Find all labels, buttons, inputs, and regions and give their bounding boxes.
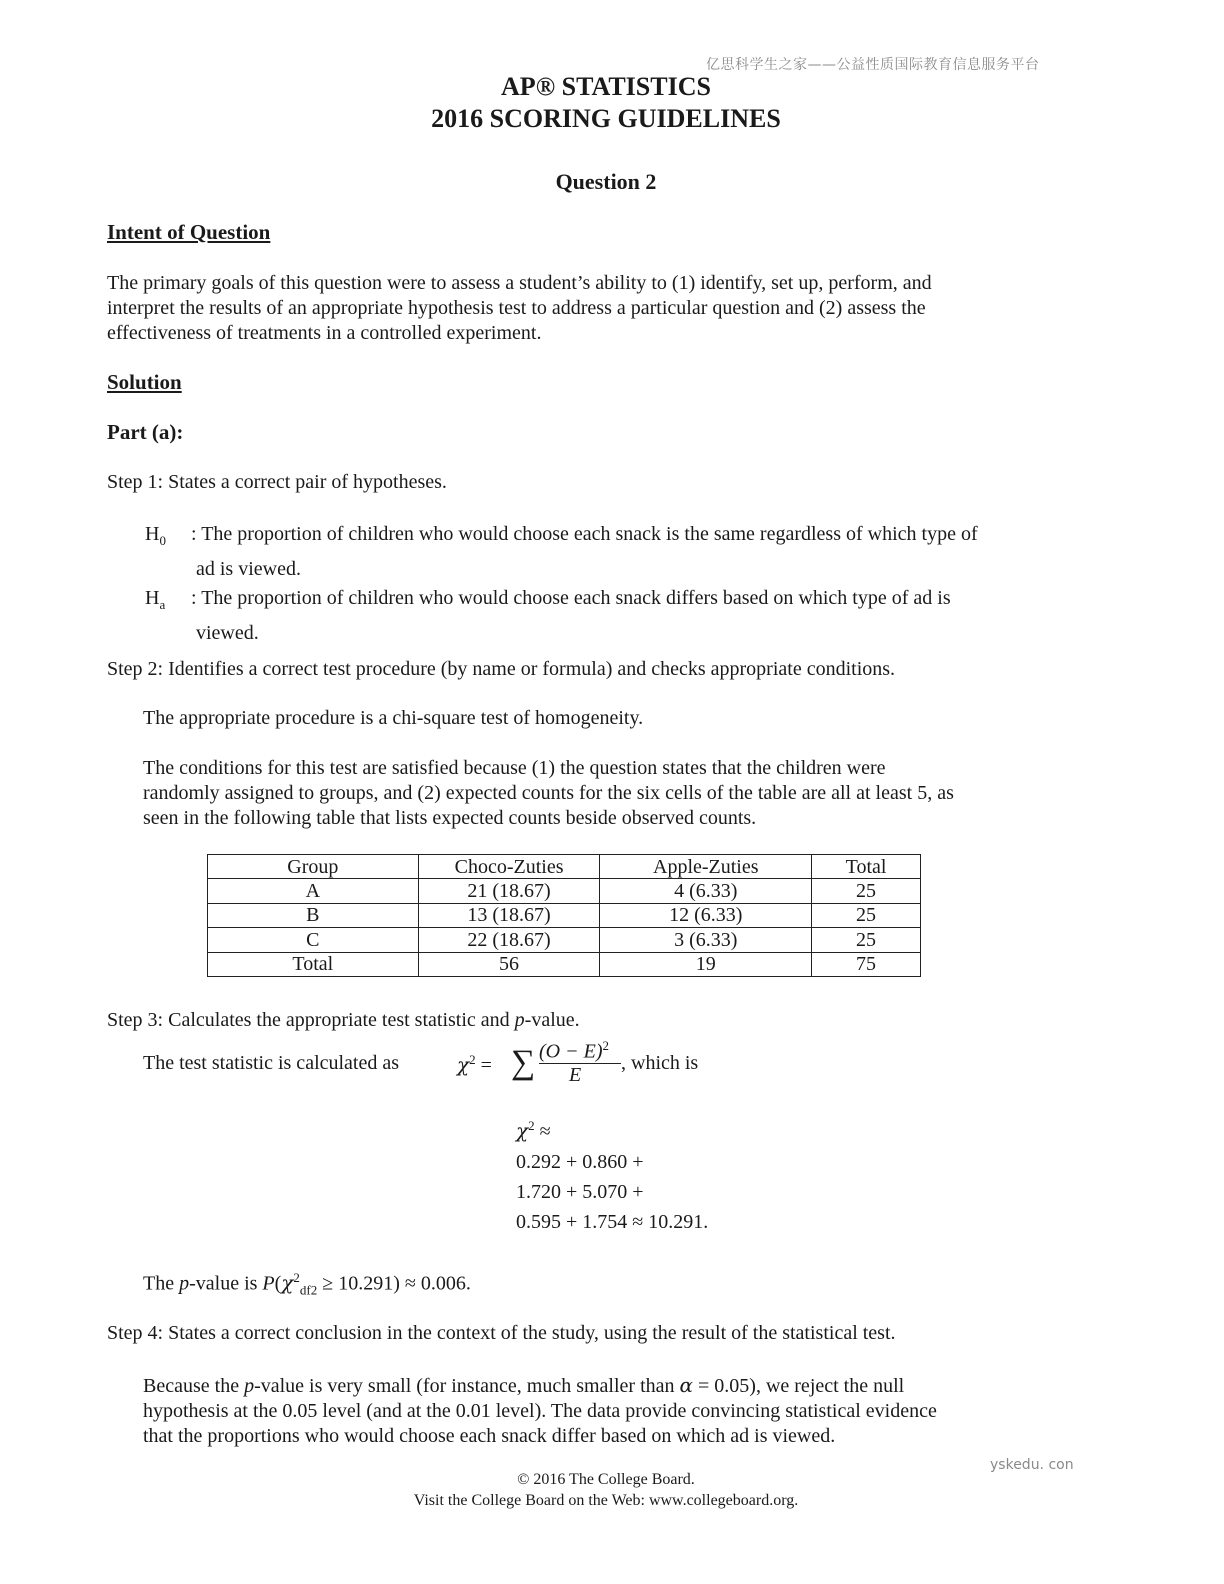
formula-chi-square: $\chi^2$ =: [457, 1052, 492, 1077]
conditions-line: randomly assigned to groups, and (2) expected counts for the six cells of the table are all at least 5, as: [143, 782, 954, 804]
table-cell: 13 (18.67): [418, 903, 600, 927]
footer-copyright: © 2016 The College Board.: [517, 1471, 695, 1488]
part-a-heading: Part (a):: [107, 420, 184, 444]
table-header-cell: Choco-Zuties: [418, 855, 600, 879]
table-cell: 25: [812, 903, 921, 927]
step4-text: Step 4: States a correct conclusion in the context of the study, using the result of the statistical test.: [107, 1322, 896, 1344]
intent-paragraph: [107, 271, 932, 346]
intent-line: The primary goals of this question were to assess a student’s ability to (1) identify, set up, perform, and: [107, 272, 932, 294]
calc-line: 0.595 + 1.754 ≈ 10.291.: [516, 1211, 709, 1233]
watermark-top: 亿思科学生之家——公益性质国际教育信息服务平台: [706, 57, 1040, 73]
step3-text: Step 3: Calculates the appropriate test statistic and p-value.: [107, 1009, 580, 1031]
calc-line: 0.292 + 0.860 +: [516, 1151, 644, 1173]
table-row: [208, 879, 921, 903]
doc-title-line1: AP® STATISTICS: [501, 72, 711, 101]
table-cell: 56: [418, 952, 600, 976]
table-total-row: [208, 952, 921, 976]
solution-heading: Solution: [107, 370, 182, 394]
formula-numerator: $(O - E)^2$: [539, 1038, 609, 1063]
conclusion-paragraph: [143, 1373, 937, 1449]
summation-symbol: ∑: [511, 1044, 536, 1081]
table-cell: A: [208, 879, 419, 903]
table-cell: B: [208, 903, 419, 927]
conditions-line: The conditions for this test are satisfied because (1) the question states that the children were: [143, 757, 886, 779]
table-cell: 12 (6.33): [600, 903, 812, 927]
intent-line: interpret the results of an appropriate hypothesis test to address a particular question and (2) assess the: [107, 297, 926, 319]
formula-tail-text: , which is: [621, 1052, 699, 1074]
table-row: [208, 903, 921, 927]
table-cell: 22 (18.67): [418, 928, 600, 952]
table-cell: 21 (18.67): [418, 879, 600, 903]
null-hypothesis: $H_0$ : The proportion of children who would choose each snack is the same regardless of which type of: [145, 520, 1105, 555]
formula-denominator: E: [569, 1064, 582, 1086]
question-title: Question 2: [555, 169, 657, 194]
table-header-row: [208, 855, 921, 879]
procedure-text: The appropriate procedure is a chi-square test of homogeneity.: [143, 707, 644, 729]
table-row: [208, 928, 921, 952]
table-cell: Total: [208, 952, 419, 976]
conclusion-line: that the proportions who would choose each snack differ based on which ad is viewed.: [143, 1425, 836, 1447]
step2-text: Step 2: Identifies a correct test procedure (by name or formula) and checks appropriate conditions.: [107, 658, 896, 680]
table-header-cell: Group: [208, 855, 419, 879]
null-hypothesis-continued: ad is viewed.: [196, 558, 301, 580]
null-hypothesis-symbol: $H_0$: [145, 523, 166, 548]
doc-title-line2: 2016 SCORING GUIDELINES: [431, 104, 781, 133]
conditions-line: seen in the following table that lists expected counts beside observed counts.: [143, 807, 757, 829]
alt-hypothesis: $H_a$ : The proportion of children who would choose each snack differs based on which type of ad is: [145, 584, 1105, 619]
formula-lead-text: The test statistic is calculated as: [143, 1052, 400, 1074]
counts-table: [207, 854, 921, 977]
conclusion-line: hypothesis at the 0.05 level (and at the 0.01 level). The data provide convincing statistical evidence: [143, 1400, 937, 1422]
calc-chi-square-label: $\chi^2$ ≈: [516, 1118, 551, 1143]
table-cell: 4 (6.33): [600, 879, 812, 903]
intent-heading: Intent of Question: [107, 220, 271, 244]
alt-hypothesis-continued: viewed.: [196, 622, 259, 644]
conditions-paragraph: [143, 756, 954, 831]
watermark-bottom: yskedu. con: [990, 1457, 1074, 1473]
step1-text: Step 1: States a correct pair of hypotheses.: [107, 471, 447, 493]
table-cell: 3 (6.33): [600, 928, 812, 952]
table-header-cell: Total: [812, 855, 921, 879]
p-value-statement: The p-value is $P(\chi^2_{df2} \ge 10.291) \approx 0.006$.: [143, 1270, 471, 1298]
alt-hypothesis-symbol: $H_a$: [145, 587, 166, 612]
test-statistic-formula: [143, 1038, 843, 1098]
hypotheses: [145, 520, 1105, 648]
table-cell: 75: [812, 952, 921, 976]
table-cell: 19: [600, 952, 812, 976]
table-cell: 25: [812, 879, 921, 903]
table-cell: 25: [812, 928, 921, 952]
intent-line: effectiveness of treatments in a controlled experiment.: [107, 322, 542, 344]
calc-line: 1.720 + 5.070 +: [516, 1181, 644, 1203]
conclusion-line: Because the p-value is very small (for instance, much smaller than α = 0.05), we reject the null: [143, 1373, 905, 1397]
footer-website: Visit the College Board on the Web: www.collegeboard.org.: [413, 1492, 799, 1509]
table-header-cell: Apple-Zuties: [600, 855, 812, 879]
table-cell: C: [208, 928, 419, 952]
